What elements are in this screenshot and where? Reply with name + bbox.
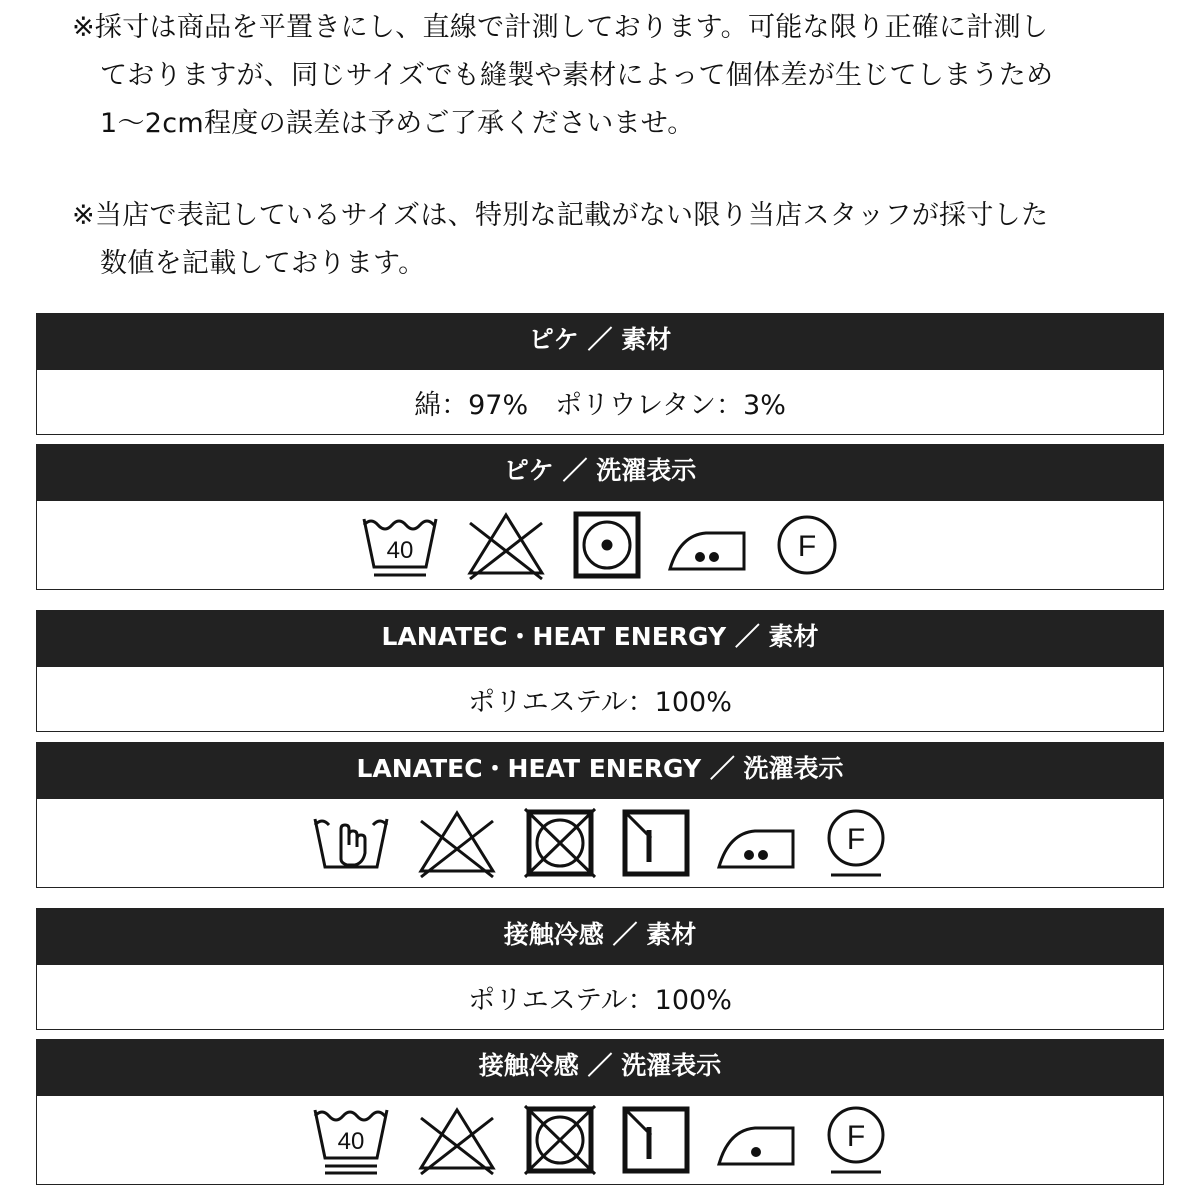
note-line: ※当店で表記しているサイズは、特別な記載がない限り当店スタッフが採寸した [72, 200, 1049, 231]
dry-clean-f-gentle-icon [823, 1104, 889, 1176]
dryclean-letter: F [846, 1120, 866, 1153]
section-pique-care [36, 444, 1164, 590]
wash-temp-label: 40 [337, 1128, 365, 1155]
wash-40-gentle-icon [311, 1104, 391, 1176]
section-header: LANATEC・HEAT ENERGY ／ 素材 [37, 611, 1163, 667]
care-icons [37, 1096, 1163, 1184]
material-text: ポリエステル：100% [468, 984, 732, 1016]
section-header: ピケ ／ 素材 [37, 314, 1163, 370]
wash-40-icon [360, 511, 440, 579]
section-cool-touch-care [36, 1039, 1164, 1185]
no-bleach-icon [464, 509, 548, 581]
note-size-source [72, 192, 1172, 288]
note-line: ておりますが、同じサイズでも縫製や素材によって個体差が生じてしまうため [100, 60, 1054, 91]
note-line: ※採寸は商品を平置きにし、直線で計測しております。可能な限り正確に計測し [72, 12, 1049, 43]
section-cool-touch-material [36, 908, 1164, 1030]
iron-low-icon [715, 811, 799, 875]
section-header: LANATEC・HEAT ENERGY ／ 洗濯表示 [37, 743, 1163, 799]
hand-wash-icon [311, 809, 391, 877]
material-text: ポリエステル：100% [468, 686, 732, 718]
dryclean-letter: F [846, 823, 866, 856]
care-icons [37, 799, 1163, 887]
note-line: 1～2cm程度の誤差は予めご了承くださいませ。 [100, 108, 695, 139]
section-lanatec-material [36, 610, 1164, 732]
dry-clean-f-icon [774, 512, 840, 578]
dryclean-letter: F [797, 530, 817, 563]
iron-low-icon [715, 1108, 799, 1172]
section-header: 接触冷感 ／ 素材 [37, 909, 1163, 965]
material-text: 綿：97% ポリウレタン：3% [414, 389, 786, 421]
no-bleach-icon [415, 807, 499, 879]
dry-clean-f-gentle-icon [823, 807, 889, 879]
line-dry-shade-icon [621, 808, 691, 878]
section-pique-material [36, 313, 1164, 435]
note-measurement [72, 4, 1172, 148]
no-tumble-dry-icon [523, 1104, 597, 1176]
section-header: ピケ ／ 洗濯表示 [37, 445, 1163, 501]
no-tumble-dry-icon [523, 807, 597, 879]
care-icons [37, 501, 1163, 589]
line-dry-shade-icon [621, 1105, 691, 1175]
note-line: 数値を記載しております。 [100, 248, 426, 279]
wash-temp-label: 40 [386, 537, 414, 564]
section-lanatec-care [36, 742, 1164, 888]
iron-low-icon [666, 513, 750, 577]
section-header: 接触冷感 ／ 洗濯表示 [37, 1040, 1163, 1096]
no-bleach-icon [415, 1104, 499, 1176]
tumble-dry-icon [572, 510, 642, 580]
